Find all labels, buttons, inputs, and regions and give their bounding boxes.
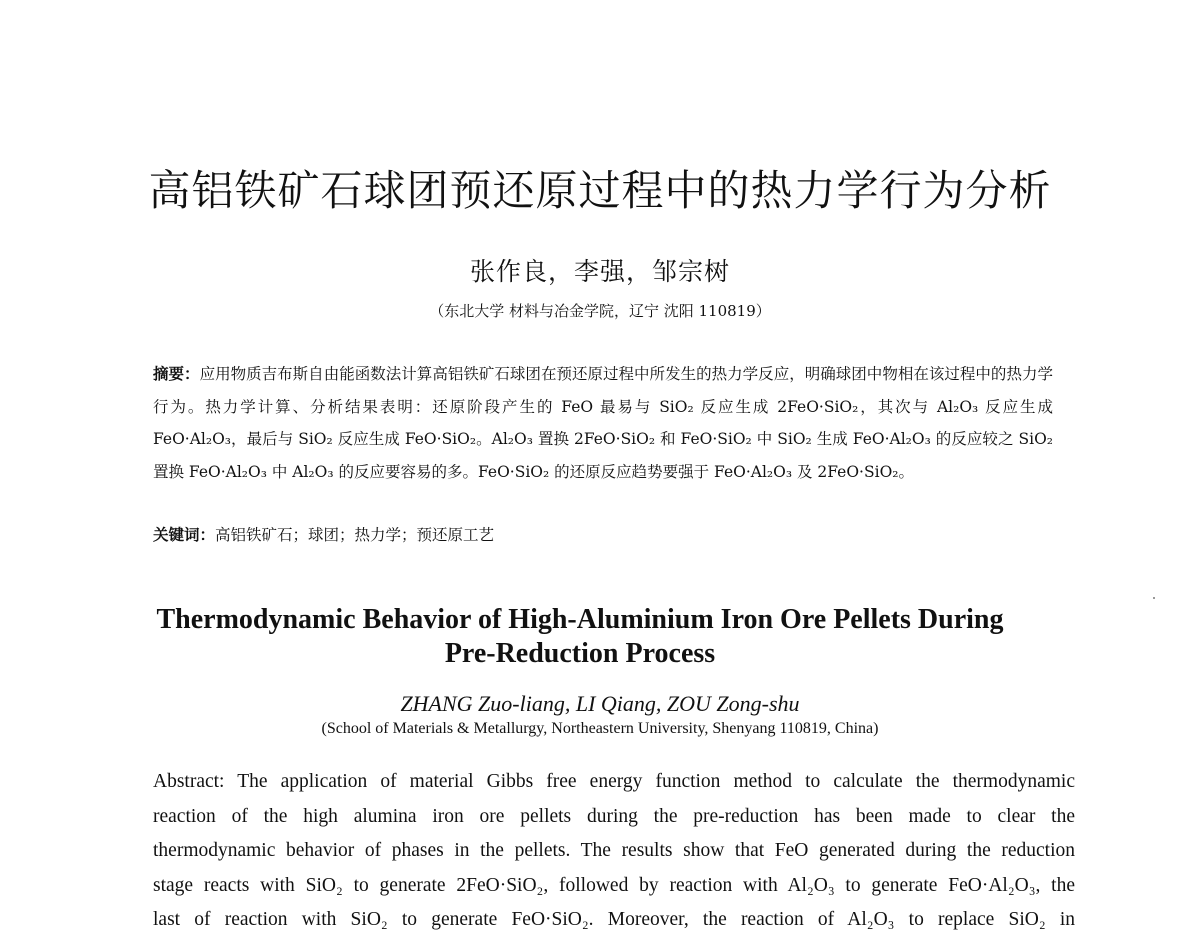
chinese-authors: 张作良，李强，邹宗树 — [469, 257, 730, 286]
english-abstract-line: thermodynamic behavior of phases in the pellets. The results show that FeO generated during the reduction — [153, 840, 1075, 861]
chinese-abstract-label: 摘要： — [153, 365, 200, 383]
chinese-keywords — [153, 520, 1053, 550]
english-authors: ZHANG Zuo-liang, LI Qiang, ZOU Zong-shu — [400, 691, 800, 716]
english-abstract-line: last of reaction with SiO₂ to generate FeO·SiO₂. Moreover, the reaction of Al₂O₃ to replace SiO₂ in — [153, 909, 1075, 930]
chinese-affiliation: （东北大学 材料与冶金学院，辽宁 沈阳 110819） — [429, 302, 771, 320]
chinese-keywords-label: 关键词： — [153, 526, 216, 544]
chinese-title: 高铝铁矿石球团预还原过程中的热力学行为分析 — [148, 166, 1052, 215]
english-abstract-line: reaction of the high alumina iron ore pellets during the pre-reduction has been made to clear the — [153, 805, 1075, 827]
english-abstract-line: stage reacts with SiO₂ to generate 2FeO·SiO₂, followed by reaction with Al₂O₃ to generate FeO·Al₂O₃, the — [153, 874, 1075, 896]
scan-speck — [1153, 597, 1155, 599]
chinese-keywords-text: 高铝铁矿石；球团；热力学；预还原工艺 — [215, 526, 495, 544]
chinese-abstract — [153, 358, 1053, 488]
english-abstract — [153, 765, 1075, 938]
english-abstract-line: Abstract: The application of material Gibbs free energy function method to calculate the thermodynamic — [153, 771, 1075, 792]
english-title — [130, 603, 1030, 671]
english-title-line-2: Pre-Reduction Process — [444, 638, 716, 669]
english-title-line-1: Thermodynamic Behavior of High-Aluminium Iron Ore Pellets During — [156, 604, 1004, 635]
english-affiliation: (School of Materials & Metallurgy, Northeastern University, Shenyang 110819, China) — [321, 720, 879, 737]
chinese-abstract-text: 应用物质吉布斯自由能函数法计算高铝铁矿石球团在预还原过程中所发生的热力学反应，明确球团中物相在该过程中的热力学行为。热力学计算、分析结果表明：还原阶段产生的 FeO 最易与 SiO₂ 反应生成 2FeO·SiO₂，其次与 Al₂O₃ 反应生成 FeO·Al₂O₃，最后与 SiO₂ 反应生成 FeO·SiO₂。Al₂O₃ 置换 2FeO·SiO₂ 和 FeO·SiO₂ 中 SiO₂ 生成 FeO·Al₂O₃ 的反应较之 SiO₂ 置换 FeO·Al₂O₃ 中 Al₂O₃ 的反应要容易的多。FeO·SiO₂ 的还原反应趋势要强于 FeO·Al₂O₃ 及 2FeO·SiO₂。 — [153, 365, 1053, 481]
